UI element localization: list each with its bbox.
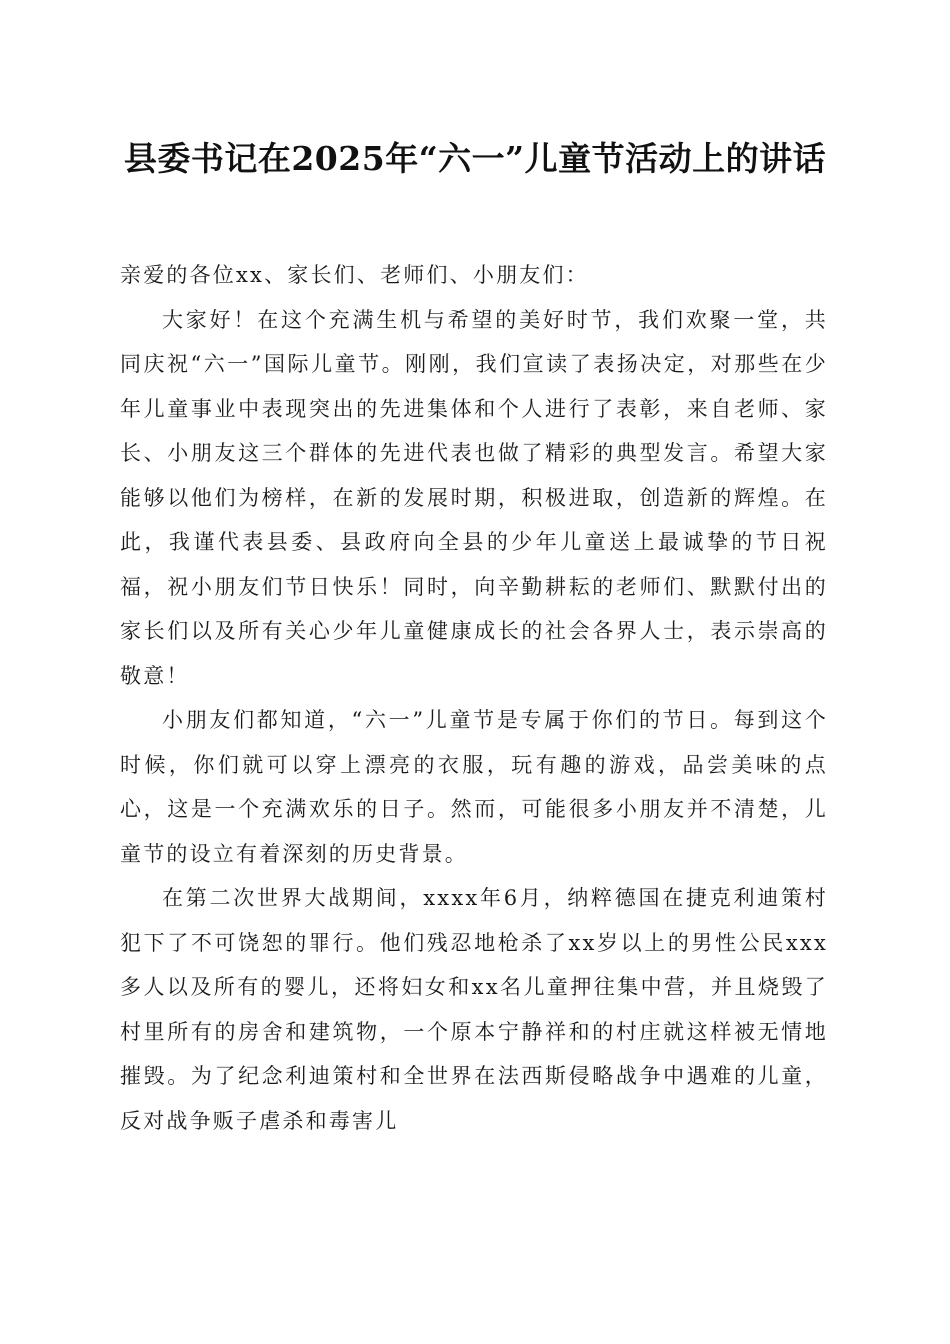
- paragraph-2: 小朋友们都知道，“六一”儿童节是专属于你们的节日。每到这个时候，你们就可以穿上漂亮的衣服，玩有趣的游戏，品尝美味的点心，这是一个充满欢乐的日子。然而，可能很多小朋友并不清楚，儿童节的设立有着深刻的历史背景。: [120, 708, 828, 866]
- paragraph-3: 在第二次世界大战期间，xxxx年6月，纳粹德国在捷克利迪策村犯下了不可饶恕的罪行。他们残忍地枪杀了xx岁以上的男性公民xxx多人以及所有的婴儿，还将妇女和xx名儿童押往集中营，并且烧毁了村里所有的房舍和建筑物，一个原本宁静祥和的村庄就这样被无情地摧毁。为了纪念利迪策村和全世界在法西斯侵略战争中遇难的儿童，反对战争贩子虐杀和毒害儿: [120, 886, 828, 1133]
- document-body: [120, 253, 828, 1143]
- salutation: 亲爱的各位xx、家长们、老师们、小朋友们：: [120, 263, 589, 287]
- document-title: 县委书记在2025年“六一”儿童节活动上的讲话: [123, 139, 827, 178]
- paragraph-1: 大家好！在这个充满生机与希望的美好时节，我们欢聚一堂，共同庆祝“六一”国际儿童节。刚刚，我们宣读了表扬决定，对那些在少年儿童事业中表现突出的先进集体和个人进行了表彰，来自老师、家长、小朋友这三个群体的先进代表也做了精彩的典型发言。希望大家能够以他们为榜样，在新的发展时期，积极进取，创造新的辉煌。在此，我谨代表县委、县政府向全县的少年儿童送上最诚挚的节日祝福，祝小朋友们节日快乐！同时，向辛勤耕耘的老师们、默默付出的家长们以及所有关心少年儿童健康成长的社会各界人士，表示崇高的敬意！: [120, 307, 828, 688]
